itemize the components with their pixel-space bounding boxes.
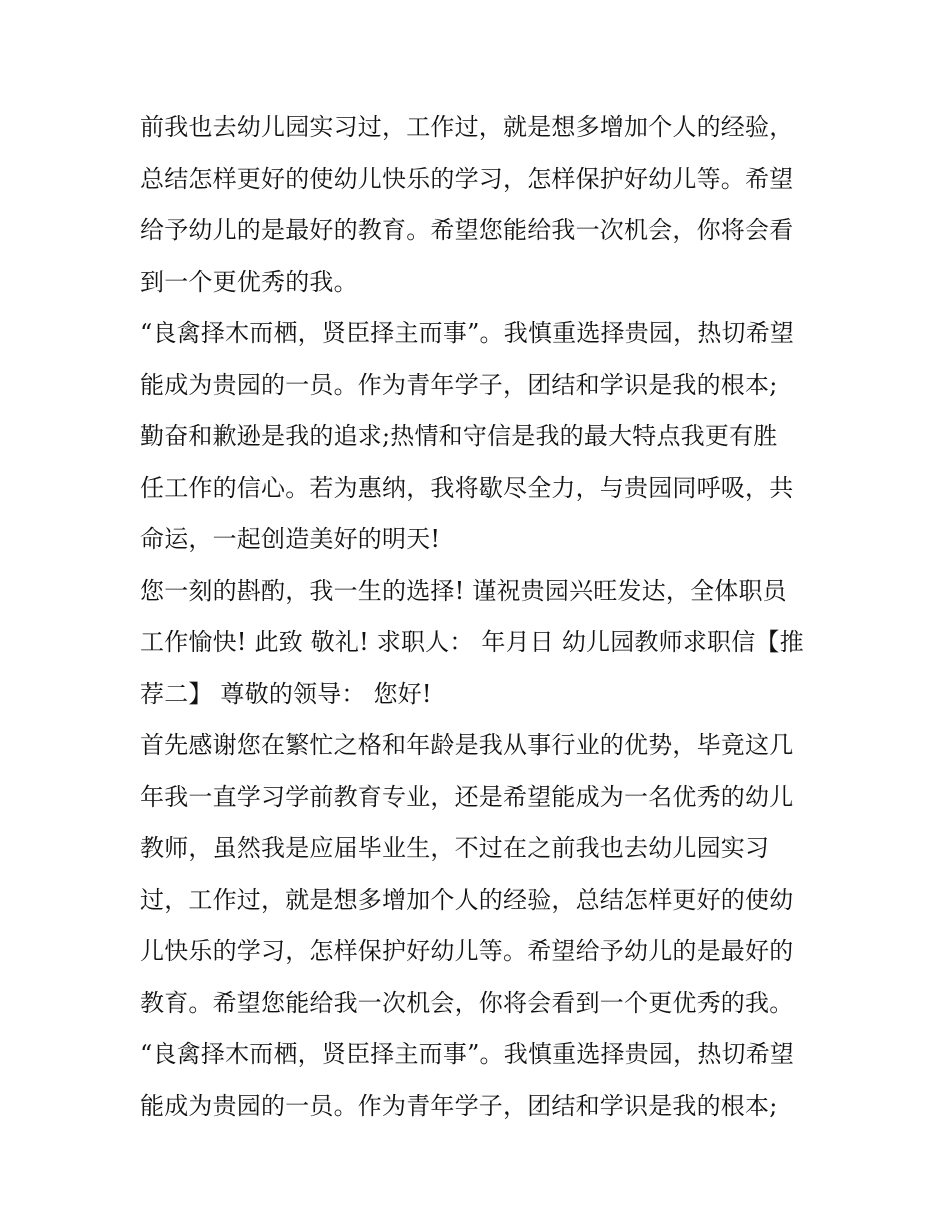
- text-line: 工作愉快! 此致 敬礼! 求职人： 年月日 幼儿园教师求职信【推: [140, 628, 804, 656]
- text-line: 儿快乐的学习，怎样保护好幼儿等。希望给予幼儿的是最好的: [140, 937, 794, 965]
- text-line: 教育。希望您能给我一次机会，你将会看到一个更优秀的我。: [140, 988, 794, 1017]
- text-line: 勤奋和歉逊是我的追求;热情和守信是我的最大特点我更有胜: [140, 422, 778, 450]
- text-line: 总结怎样更好的使幼儿快乐的学习，怎样保护好幼儿等。希望: [140, 164, 794, 193]
- text-line: 首先感谢您在繁忙之格和年龄是我从事行业的优势，毕竟这几: [140, 731, 794, 759]
- text-line: 教师，虽然我是应届毕业生，不过在之前我也去幼儿园实习: [140, 834, 770, 862]
- text-line: 过，工作过，就是想多增加个人的经验，总结怎样更好的使幼: [140, 885, 794, 914]
- text-line: 到一个更优秀的我。: [140, 267, 358, 296]
- document-body: [140, 102, 820, 1132]
- text-line: 命运，一起创造美好的明天!: [140, 525, 441, 553]
- text-line: 年我一直学习学前教育专业，还是希望能成为一名优秀的幼儿: [140, 782, 794, 811]
- text-line: 能成为贵园的一员。作为青年学子，团结和学识是我的根本;: [140, 370, 778, 399]
- text-line: 给予幼儿的是最好的教育。希望您能给我一次机会，你将会看: [140, 216, 794, 244]
- text-line: 荐二】 尊敬的领导： 您好!: [140, 679, 432, 708]
- text-line: 任工作的信心。若为惠纳，我将歇尽全力，与贵园同呼吸，共: [140, 473, 794, 502]
- text-line: 能成为贵园的一员。作为青年学子，团结和学识是我的根本;: [140, 1091, 778, 1120]
- text-line: “良禽择木而栖，贤臣择主而事”。我慎重选择贵园，热切希望: [140, 1040, 795, 1068]
- text-line: 前我也去幼儿园实习过，工作过，就是想多增加个人的经验，: [140, 113, 794, 141]
- text-line: “良禽择木而栖，贤臣择主而事”。我慎重选择贵园，热切希望: [140, 319, 795, 347]
- text-line: 您一刻的斟酌，我一生的选择! 谨祝贵园兴旺发达，全体职员: [140, 576, 787, 605]
